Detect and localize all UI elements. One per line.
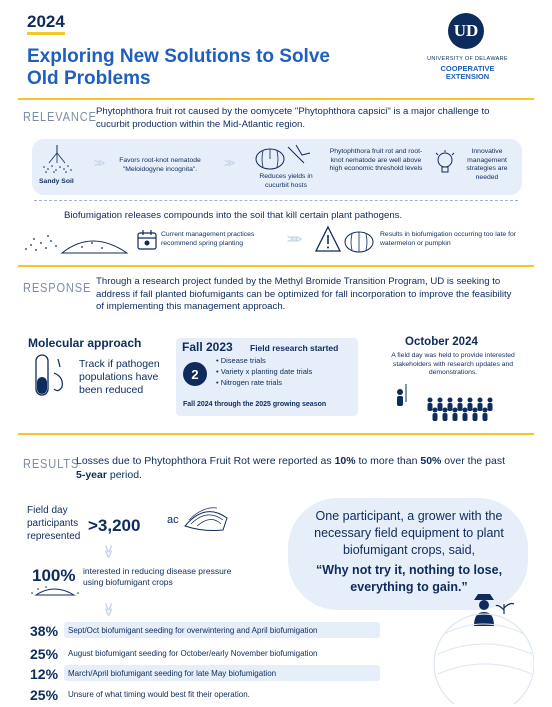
fall-footer: Fall 2024 through the 2025 growing season (183, 401, 327, 408)
logo-unit-text (420, 65, 515, 81)
results-intro: Losses due to Phytophthora Fruit Rot were reported as 10% to more than 50% over the past 5-year period. (76, 455, 506, 481)
chevron-down-icon: >> (101, 602, 118, 614)
biofumigation-text: Biofumigation releases compounds into the soil that kill certain plant pathogens. (64, 210, 403, 221)
soil-dots-icon (30, 583, 80, 602)
soil-icon (40, 143, 74, 178)
yields-text: Reduces yields in cucurbit hosts (259, 173, 313, 189)
trial-item: • Variety x planting date trials (216, 367, 313, 376)
fall-subheading: Field research started (250, 343, 339, 353)
logo-unit-line2: EXTENSION (445, 72, 490, 81)
row-pct: 25% (30, 687, 59, 703)
interest-text: interested in reducing disease pressure using biofumigant crops (83, 566, 232, 587)
logo-university-text: UNIVERSITY OF DELAWARE (427, 56, 508, 62)
soil-mound-icon (22, 223, 132, 260)
ud-logo: UD (448, 13, 484, 49)
test-tube-icon (30, 353, 70, 408)
participants-value: >3,200 (88, 516, 141, 535)
chevron-icon: >>> (287, 232, 300, 246)
strategies-text: Innovative management strategies are needed (466, 148, 508, 181)
chevron-icon: >> (224, 156, 233, 170)
october-text: A field day was held to provide interested stakeholders with research updates and demonstrations. (391, 352, 515, 376)
trial-item: • Disease trials (216, 356, 266, 365)
page-title: Exploring New Solutions to Solve Old Problems (27, 46, 330, 89)
divider (18, 265, 534, 267)
row-text: Sept/Oct biofumigant seeding for overwintering and April biofumigation (68, 626, 318, 635)
soil-label: Sandy Soil (39, 178, 74, 185)
results-label: RESULTS (23, 456, 80, 471)
chevron-icon: >> (94, 156, 103, 170)
row-text: March/April biofumigant seeding for late May biofumigation (68, 669, 277, 678)
october-heading: October 2024 (405, 336, 478, 348)
timing-row (26, 643, 380, 663)
timing-row (26, 663, 380, 683)
chevron-down-icon: >> (101, 544, 118, 556)
molecular-heading: Molecular approach (28, 336, 142, 350)
participants-label: Field day participants represented (27, 505, 81, 542)
warning-icon (315, 225, 375, 260)
lightbulb-icon (434, 150, 456, 183)
divider (18, 98, 534, 100)
watermelon-icon (424, 604, 534, 707)
trial-item: • Nitrogen rate trials (216, 378, 282, 387)
pumpkin-icon (252, 141, 312, 176)
timing-row (26, 620, 380, 640)
crowd-icon (394, 380, 518, 427)
field-icon (183, 500, 229, 539)
row-text: Unsure of what timing would best fit their operation. (68, 690, 250, 699)
trial-list (216, 355, 312, 388)
row-pct: 25% (30, 646, 59, 662)
results-timing-text: Results in biofumigation occurring too late for watermelon or pumpkin (380, 231, 517, 247)
dashed-divider (34, 200, 518, 201)
fall-heading: Fall 2023 (182, 340, 233, 354)
threshold-text: Phytophthora fruit rot and root-knot nematode are well above high economic threshold levels (329, 148, 423, 172)
participants-unit: ac (167, 514, 179, 526)
trial-count-badge: 2 (183, 362, 207, 386)
year-heading: 2024 (27, 12, 65, 35)
response-label: RESPONSE (23, 280, 92, 295)
molecular-text: Track if pathogen populations have been reduced (79, 358, 160, 396)
row-pct: 38% (30, 623, 59, 639)
divider (18, 433, 534, 435)
row-text: August biofumigant seeding for October/early November biofumigation (68, 649, 318, 658)
logo-unit-line1: COOPERATIVE (440, 64, 495, 73)
quote-intro: One participant, a grower with the necessary field equipment to plant biofumigant crops, said, (314, 509, 504, 557)
row-pct: 12% (30, 666, 59, 682)
nematode-text: Favors root-knot nematode "Meloidogyne incognita". (119, 157, 201, 173)
quote-text: “Why not try it, nothing to lose, everything to gain.” (315, 563, 503, 594)
interest-pct: 100% (32, 566, 76, 585)
current-practices-text: Current management practices recommend spring planting (161, 231, 255, 247)
timing-row (26, 684, 380, 704)
calendar-icon (136, 229, 158, 256)
response-intro: Through a research project funded by the Methyl Bromide Transition Program, UD is seeking to address if fall planted biofumigants can be optimized for fall incorporation to improve the feasibility of implementing this management approach. (96, 276, 512, 312)
relevance-label: RELEVANCE (23, 109, 97, 124)
relevance-intro: Phytophthora fruit rot caused by the oomycete "Phytophthora capsici" is a major challenge to cucurbit production within the Mid-Atlantic region. (96, 106, 490, 130)
